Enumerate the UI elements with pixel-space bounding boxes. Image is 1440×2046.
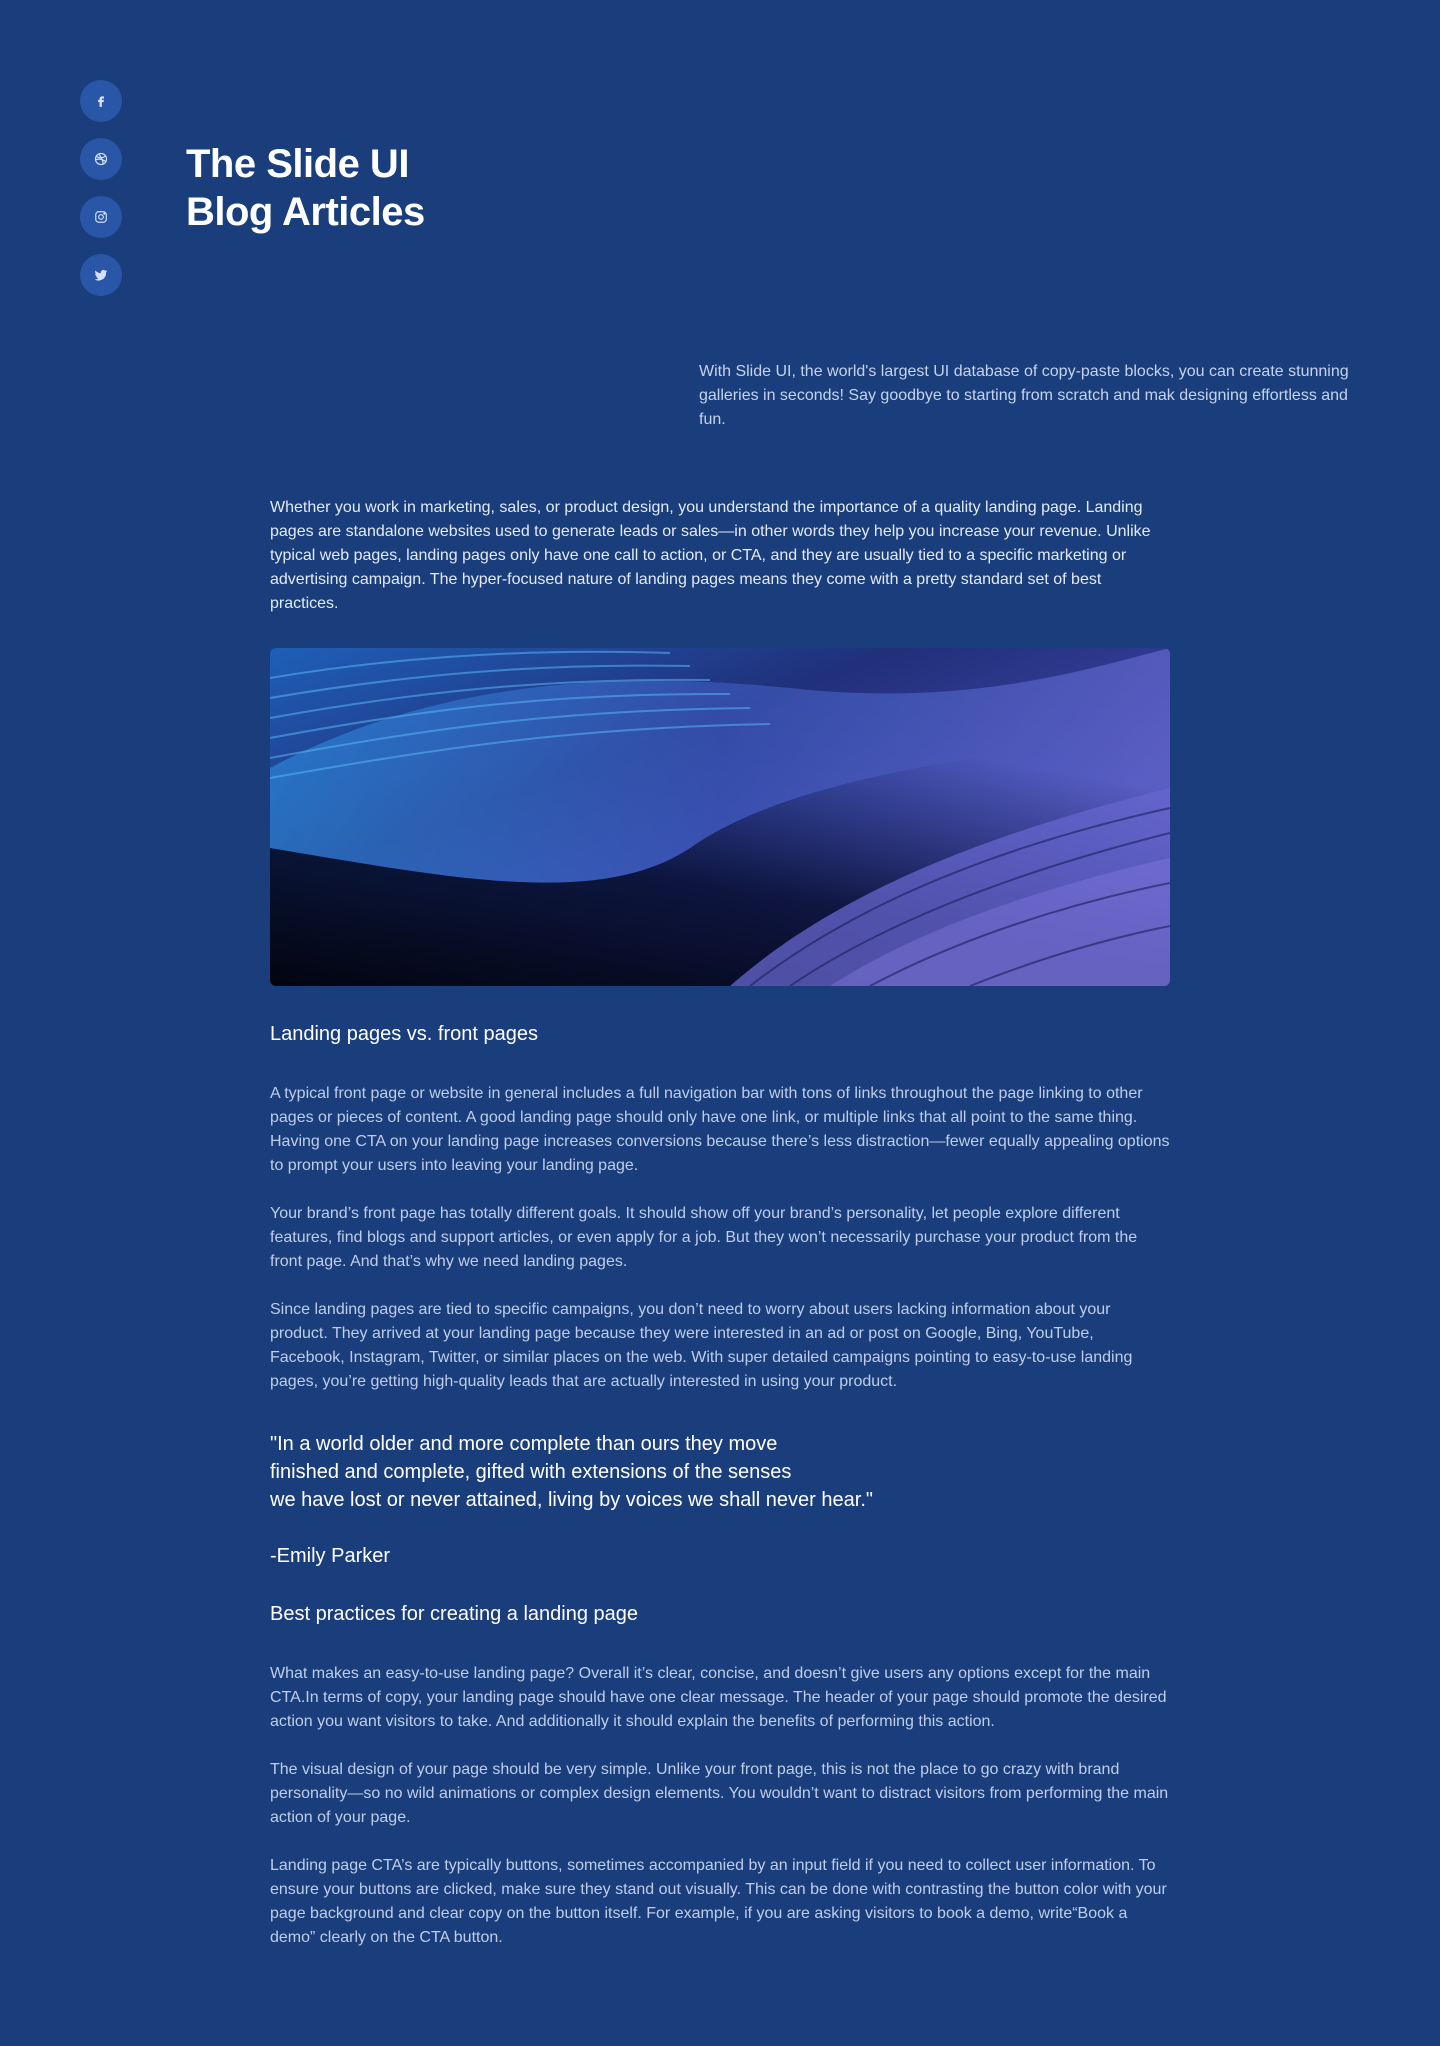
page-title-line-1: The Slide UI (186, 142, 409, 186)
twitter-button[interactable] (80, 254, 122, 296)
facebook-icon (94, 94, 108, 108)
paragraph: Your brand’s front page has totally different goals. It should show off your brand’s personality, let people explore different features, find blogs and support articles, or even apply for a job. But they won’t necessarily purchase your product from the front page. And that’s why we need landing pages. (270, 1205, 1138, 1270)
section-best-practices (270, 1662, 1170, 1950)
page-title (186, 140, 586, 236)
facebook-button[interactable] (80, 80, 122, 122)
hero-image (270, 648, 1170, 986)
dribbble-button[interactable] (80, 138, 122, 180)
quote-line: finished and complete, gifted with extensions of the senses (270, 1461, 792, 1483)
section-heading-landing-vs-front: Landing pages vs. front pages (270, 1023, 538, 1045)
quote-line: "In a world older and more complete than ours they move (270, 1433, 778, 1455)
article-lead: Whether you work in marketing, sales, or product design, you understand the importance of a quality landing page. Landing pages are standalone websites used to generate leads or sales—in other words they help you increase your revenue. Unlike typical web pages, landing pages only have one call to action, or CTA, and they are usually tied to a specific marketing or advertising campaign. The hyper-focused nature of landing pages means they come with a pretty standard set of best practices. (270, 499, 1151, 612)
section-landing-vs-front (270, 1082, 1170, 1394)
quote-author: -Emily Parker (270, 1545, 391, 1567)
instagram-button[interactable] (80, 196, 122, 238)
instagram-icon (94, 210, 108, 224)
dribbble-icon (94, 152, 108, 166)
section-heading-best-practices: Best practices for creating a landing page (270, 1603, 638, 1625)
paragraph: Landing page CTA’s are typically buttons, sometimes accompanied by an input field if you need to collect user information. To ensure your buttons are clicked, make sure they stand out visually. This can be done with contrasting the button color with your page background and clear copy on the button itself. For example, if you are asking visitors to book a demo, write“Book a demo” clearly on the CTA button. (270, 1857, 1167, 1946)
intro-text: With Slide UI, the world's largest UI database of copy-paste blocks, you can create stunning galleries in seconds! Say goodbye to starting from scratch and mak designing effortless and fun. (699, 363, 1349, 428)
twitter-icon (94, 268, 108, 282)
pull-quote (270, 1430, 1170, 1514)
page-title-line-2: Blog Articles (186, 190, 425, 234)
quote-line: we have lost or never attained, living by voices we shall never hear." (270, 1489, 873, 1511)
paragraph: A typical front page or website in general includes a full navigation bar with tons of links throughout the page linking to other pages or pieces of content. A good landing page should only have one link, or multiple links that all point to the same thing. Having one CTA on your landing page increases conversions because there’s less distraction—fewer equally appealing options to prompt your users into leaving your landing page. (270, 1085, 1170, 1174)
social-links (80, 80, 122, 296)
article-body (270, 496, 1170, 1950)
paragraph: Since landing pages are tied to specific campaigns, you don’t need to worry about users lacking information about your product. They arrived at your landing page because they were interested in an ad or post on Google, Bing, YouTube, Facebook, Instagram, Twitter, or similar places on the web. With super detailed campaigns pointing to easy-to-use landing pages, you’re getting high-quality leads that are actually interested in using your product. (270, 1301, 1133, 1390)
paragraph: What makes an easy-to-use landing page? Overall it’s clear, concise, and doesn’t give users any options except for the main CTA.In terms of copy, your landing page should have one clear message. The header of your page should promote the desired action you want visitors to take. And additionally it should explain the benefits of performing this action. (270, 1665, 1167, 1730)
paragraph: The visual design of your page should be very simple. Unlike your front page, this is not the place to go crazy with brand personality—so no wild animations or complex design elements. You wouldn’t want to distract visitors from performing the main action of your page. (270, 1761, 1169, 1826)
